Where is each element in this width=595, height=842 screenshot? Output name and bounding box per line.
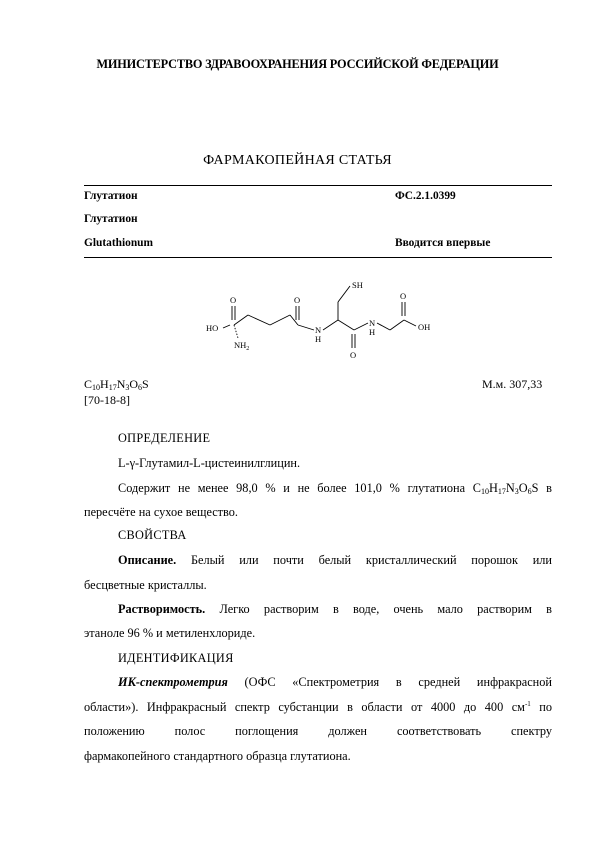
document-title: ФАРМАКОПЕЙНАЯ СТАТЬЯ	[203, 153, 392, 168]
ir-line3: положению полос поглощения должен соответствовать спектру	[84, 724, 552, 738]
properties-heading: СВОЙСТВА	[118, 528, 187, 542]
amide-h-label: H	[315, 334, 322, 344]
identification-heading: ИДЕНТИФИКАЦИЯ	[118, 651, 234, 665]
gly-h-label: H	[369, 327, 376, 337]
header-rule-bottom	[84, 257, 552, 258]
sh-label: SH	[352, 280, 363, 290]
header-rule-top	[84, 185, 552, 186]
ho-label: HO	[206, 323, 219, 333]
ir-line4: фармакопейного стандартного образца глутатиона.	[84, 749, 351, 763]
ir-paragraph: ИК-спектрометрия (ОФС «Спектрометрия в средней инфракрасной	[118, 675, 552, 689]
definition-heading: ОПРЕДЕЛЕНИЕ	[118, 431, 211, 445]
description-paragraph: Описание. Белый или почти белый кристаллический порошок или	[118, 553, 552, 567]
gly-n-label: N	[369, 318, 376, 328]
oxygen-label-3: O	[400, 291, 407, 301]
monograph-name-latin: Glutathionum	[84, 237, 153, 249]
chemical-name: L-γ-Глутамил-L-цистеинилглицин.	[118, 456, 301, 470]
oh-label: OH	[418, 322, 431, 332]
molecular-formula: $C_{10}H_{17}N_3O_6S$	[84, 377, 149, 392]
oxygen-label-1: O	[230, 295, 237, 305]
content-statement-line2: пересчёте на сухое вещество.	[84, 505, 238, 519]
description-line2: бесцветные кристаллы.	[84, 578, 207, 592]
structural-formula	[190, 268, 450, 368]
solubility-paragraph: Растворимость. Легко растворим в воде, очень мало растворим в	[118, 602, 552, 616]
ir-line2: области»). Инфракрасный спектр субстанции в области от 4000 до 400 $см^{-1}$ по	[84, 700, 552, 714]
amide-n-label: N	[315, 325, 322, 335]
monograph-name-ru-2: Глутатион	[84, 213, 138, 225]
monograph-code: ФС.2.1.0399	[395, 190, 456, 202]
oxygen-label-4: O	[350, 350, 357, 360]
cas-number: [70-18-8]	[84, 393, 130, 407]
ministry-name: МИНИСТЕРСТВО ЗДРАВООХРАНЕНИЯ РОССИЙСКОЙ ФЕДЕРАЦИИ	[96, 57, 499, 71]
monograph-name-ru: Глутатион	[84, 190, 138, 202]
content-statement: Содержит не менее 98,0 % и не более 101,0 % глутатиона $C_{10}H_{17}N_3O_6S$ в	[118, 481, 552, 496]
nh2-label: $NH_2$	[234, 340, 250, 352]
solubility-line2: этаноле 96 % и метиленхлориде.	[84, 626, 256, 640]
oxygen-label-2: O	[294, 295, 301, 305]
monograph-status: Вводится впервые	[395, 237, 491, 249]
molecular-mass: М.м. 307,33	[482, 377, 543, 391]
